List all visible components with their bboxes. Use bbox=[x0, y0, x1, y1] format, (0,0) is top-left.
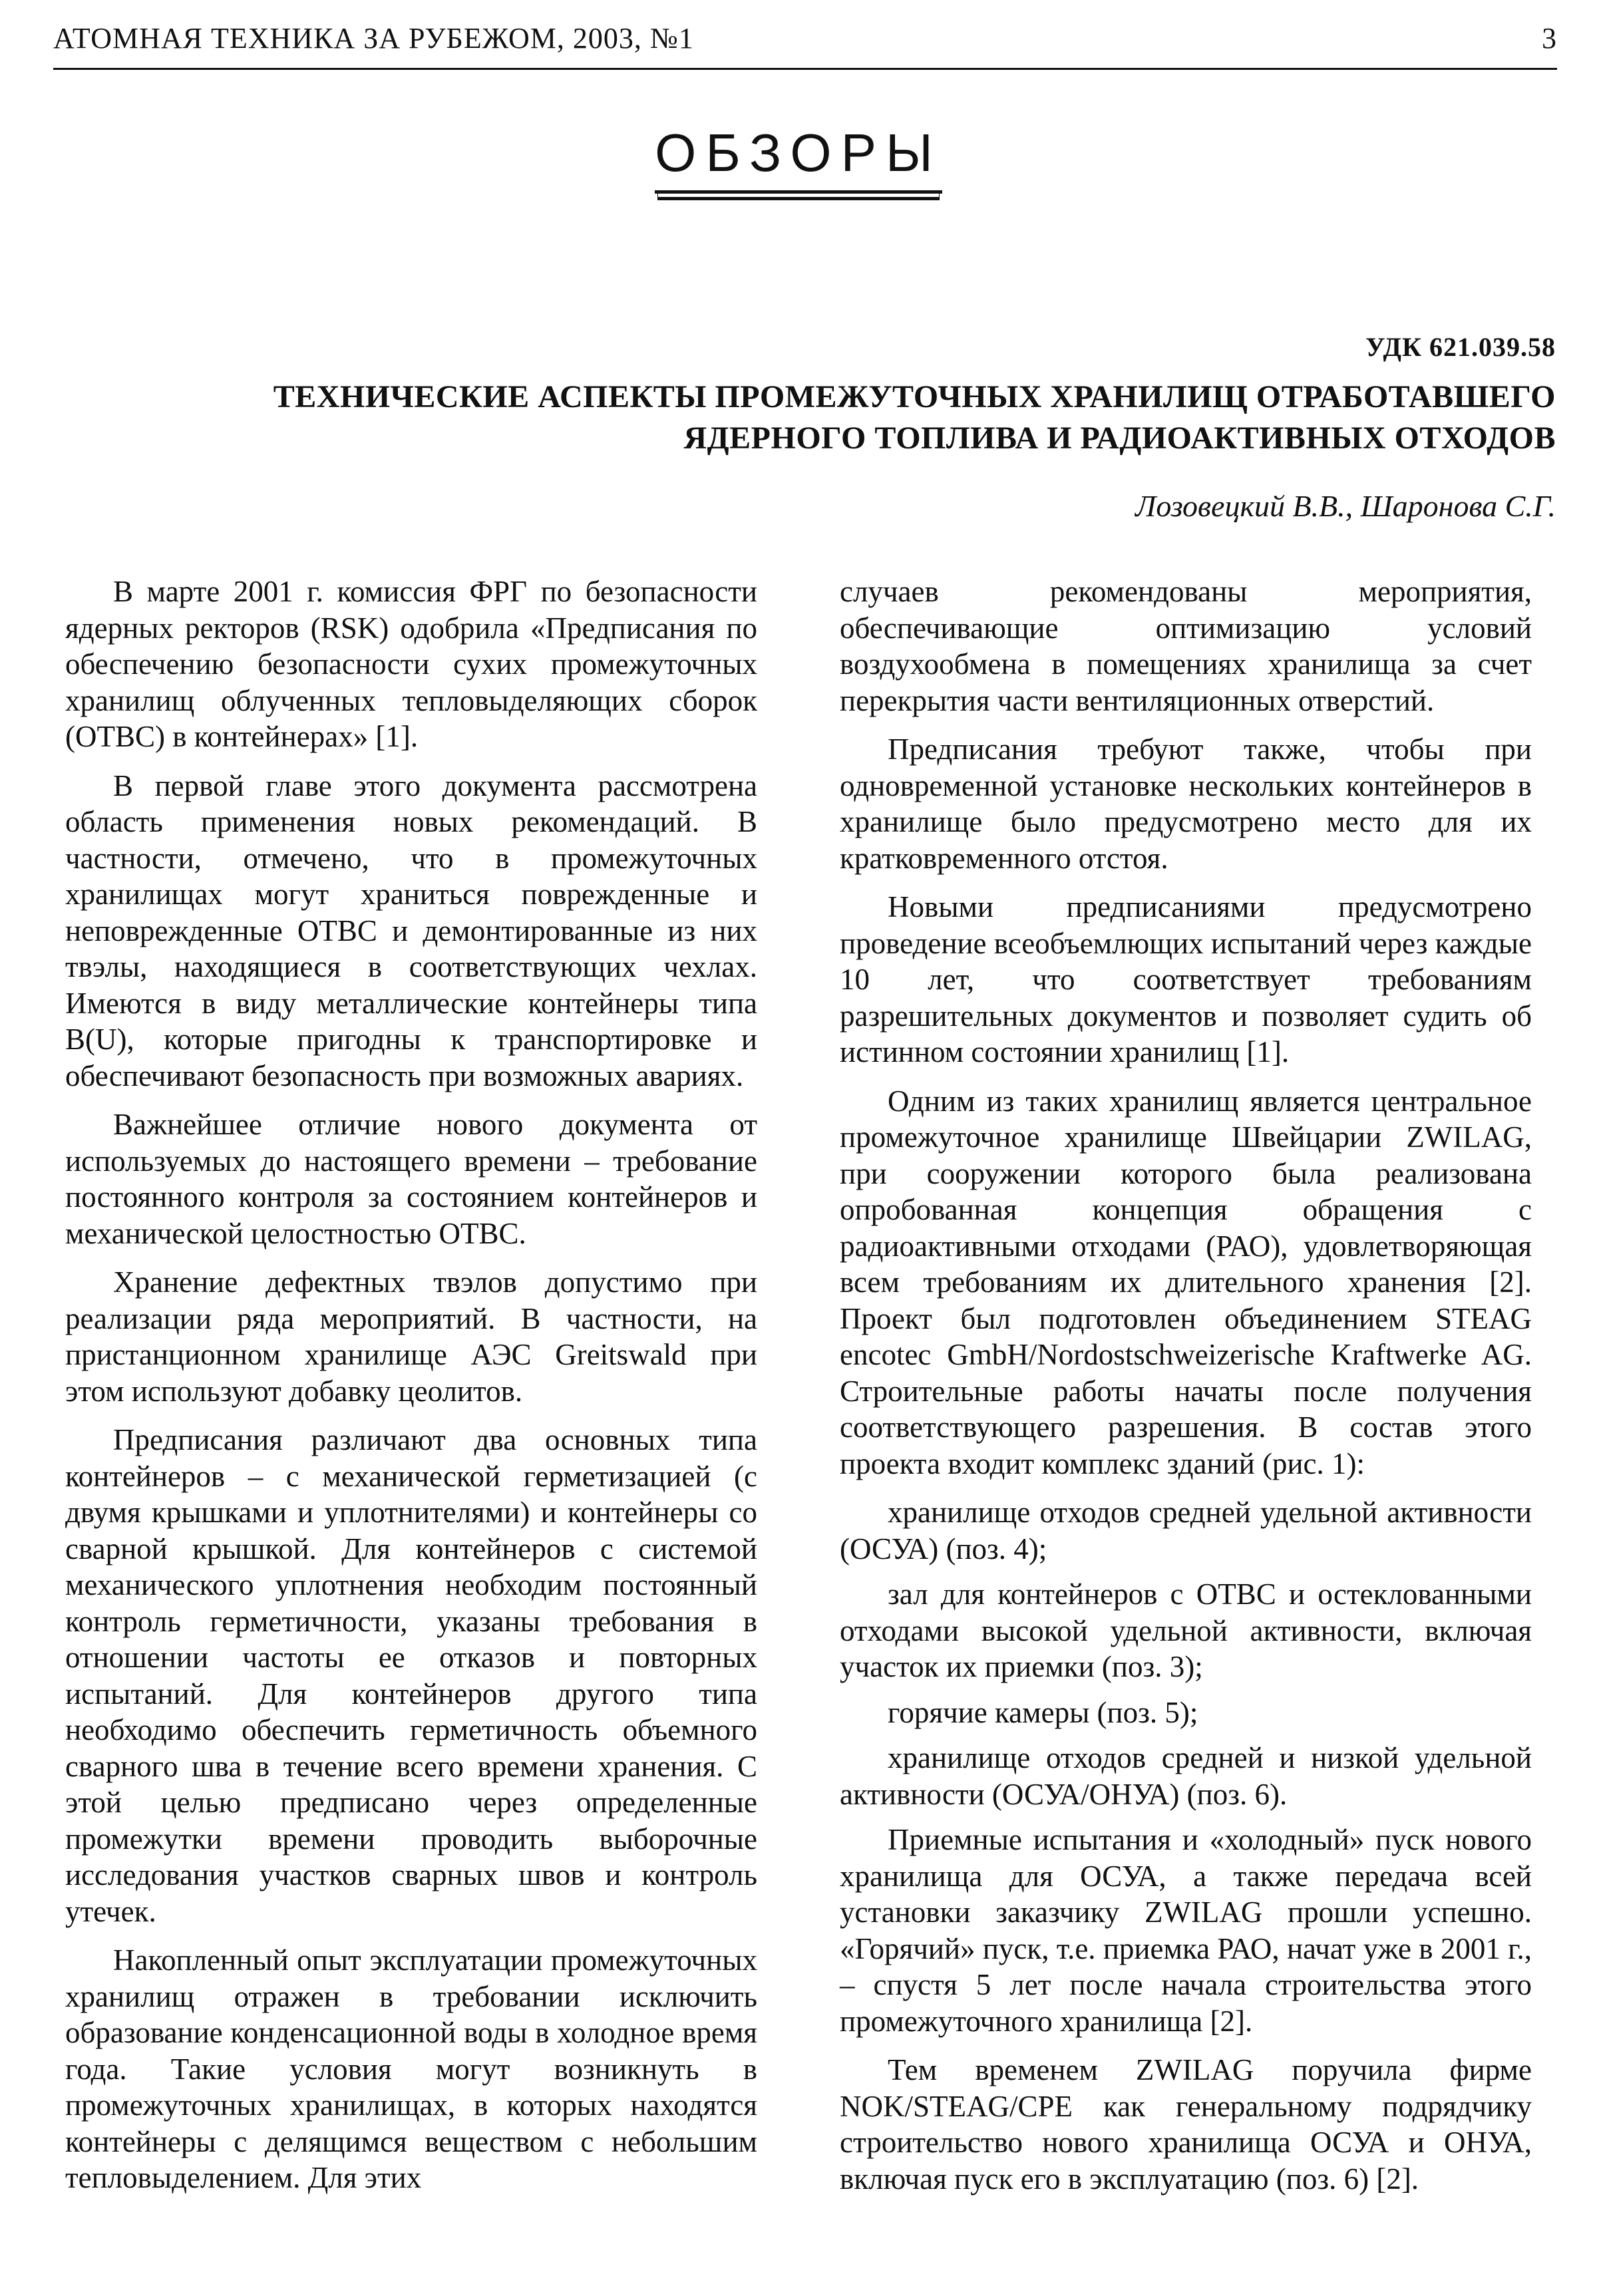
list-item: зал для контейнеров с ОТВС и остеклованными отходами высокой удельной активности, включая участок их приемки (поз. 3); bbox=[840, 1577, 1532, 1683]
page-number: 3 bbox=[1542, 22, 1557, 55]
paragraph: В марте 2001 г. комиссия ФРГ по безопасности ядерных ректоров (RSK) одобрила «Предписания по обеспечению безопасности сухих промежуточных хранилищ облученных тепловыделяющих сборок (ОТВС) в контейнерах» [1]. bbox=[65, 575, 757, 753]
authors: Лозовецкий В.В., Шаронова С.Г. bbox=[1135, 489, 1556, 523]
paragraph: Тем временем ZWILAG поручила фирме NOK/STEAG/CPE как генеральному подрядчику строительство нового хранилища ОСУА и ОНУА, включая пуск его в эксплуатацию (поз. 6) [2]. bbox=[840, 2053, 1532, 2196]
paragraph: Предписания различают два основных типа контейнеров – с механической герметизацией (с двумя крышками и уплотнителями) и контейнеры со сварной крышкой. Для контейнеров с системой механического уплотнения необходим постоянный контроль герметичности, указаны требования в отношении частоты ее отказов и повторных испытаний. Для контейнеров другого типа необходимо обеспечить герметичность объемного сварного шва в течение всего времени хранения. С этой целью предписано через определенные промежутки времени проводить выборочные исследования участков сварных швов и контроль утечек. bbox=[65, 1423, 757, 1928]
paragraph: Предписания требуют также, чтобы при одновременной установке нескольких контейнеров в хранилище было предусмотрено место для их кратковременного отстоя. bbox=[840, 733, 1532, 875]
journal-name: АТОМНАЯ ТЕХНИКА ЗА РУБЕЖОМ, 2003, №1 bbox=[53, 22, 694, 55]
list-item: хранилище отходов средней и низкой удельной активности (ОСУА/ОНУА) (поз. 6). bbox=[840, 1741, 1532, 1811]
header-divider bbox=[53, 68, 1557, 70]
paragraph-continuation: случаев рекомендованы мероприятия, обеспечивающие оптимизацию условий воздухообмена в помещениях хранилища за счет перекрытия части вентиляционных отверстий. bbox=[840, 575, 1532, 717]
section-title-text: ОБЗОРЫ bbox=[655, 120, 942, 194]
paragraph: Приемные испытания и «холодный» пуск нового хранилища для ОСУА, а также передача всей установки заказчику ZWILAG прошли успешно. «Горячий» пуск, т.е. приемка РАО, начат уже в 2001 г., – спустя 5 лет после начала строительства этого промежуточного хранилища [2]. bbox=[840, 1823, 1532, 2038]
article-title bbox=[92, 377, 1556, 459]
article-title-line-1: ТЕХНИЧЕСКИЕ АСПЕКТЫ ПРОМЕЖУТОЧНЫХ ХРАНИЛИЩ ОТРАБОТАВШЕГО bbox=[273, 379, 1556, 414]
article-title-line-2: ЯДЕРНОГО ТОПЛИВА И РАДИОАКТИВНЫХ ОТХОДОВ bbox=[683, 420, 1556, 456]
paragraph: Накопленный опыт эксплуатации промежуточных хранилищ отражен в требовании исключить образование конденсационной воды в холодное время года. Такие условия могут возникнуть в промежуточных хранилищах, в которых находятся контейнеры с делящимся веществом с небольшим тепловыделением. Для этих bbox=[65, 1943, 757, 2194]
section-title bbox=[0, 120, 1597, 194]
right-column bbox=[840, 574, 1532, 2210]
paragraph: Новыми предписаниями предусмотрено проведение всеобъемлющих испытаний через каждые 10 лет, что соответствует требованиям разрешительных документов и позволяет судить об истинном состоянии хранилищ [1]. bbox=[840, 890, 1532, 1068]
left-column bbox=[65, 574, 757, 2209]
paragraph: Важнейшее отличие нового документа от используемых до настоящего времени – требование постоянного контроля за состоянием контейнеров и механической целостностью ОТВС. bbox=[65, 1108, 757, 1250]
paragraph: Хранение дефектных твэлов допустимо при реализации ряда мероприятий. В частности, на пристанционном хранилище АЭС Greitswald при этом используют добавку цеолитов. bbox=[65, 1265, 757, 1408]
paragraph: Одним из таких хранилищ является центральное промежуточное хранилище Швейцарии ZWILAG, при сооружении которого была реализована опробованная концепция обращения с радиоактивными отходами (РАО), удовлетворяющая всем требованиям их длительного хранения [2]. Проект был подготовлен объединением STEAG encotec GmbH/Nordostschweizerische Kraftwerke AG. Строительные работы начаты после получения соответствующего разрешения. В состав этого проекта входит комплекс зданий (рис. 1): bbox=[840, 1084, 1532, 1480]
paragraph: В первой главе этого документа рассмотрена область применения новых рекомендаций. В частности, отмечено, что в промежуточных хранилищах могут храниться поврежденные и неповрежденные ОТВС и демонтированные из них твэлы, находящиеся в соответствующих чехлах. Имеются в виду металлические контейнеры типа B(U), которые пригодны к транспортировке и обеспечивают безопасность при возможных авариях. bbox=[65, 768, 757, 1092]
list-item: горячие камеры (поз. 5); bbox=[888, 1695, 1198, 1729]
list-item: хранилище отходов средней удельной активности (ОСУА) (поз. 4); bbox=[840, 1496, 1532, 1565]
running-header bbox=[53, 19, 1557, 65]
udk-code: УДК 621.039.58 bbox=[1365, 332, 1556, 362]
